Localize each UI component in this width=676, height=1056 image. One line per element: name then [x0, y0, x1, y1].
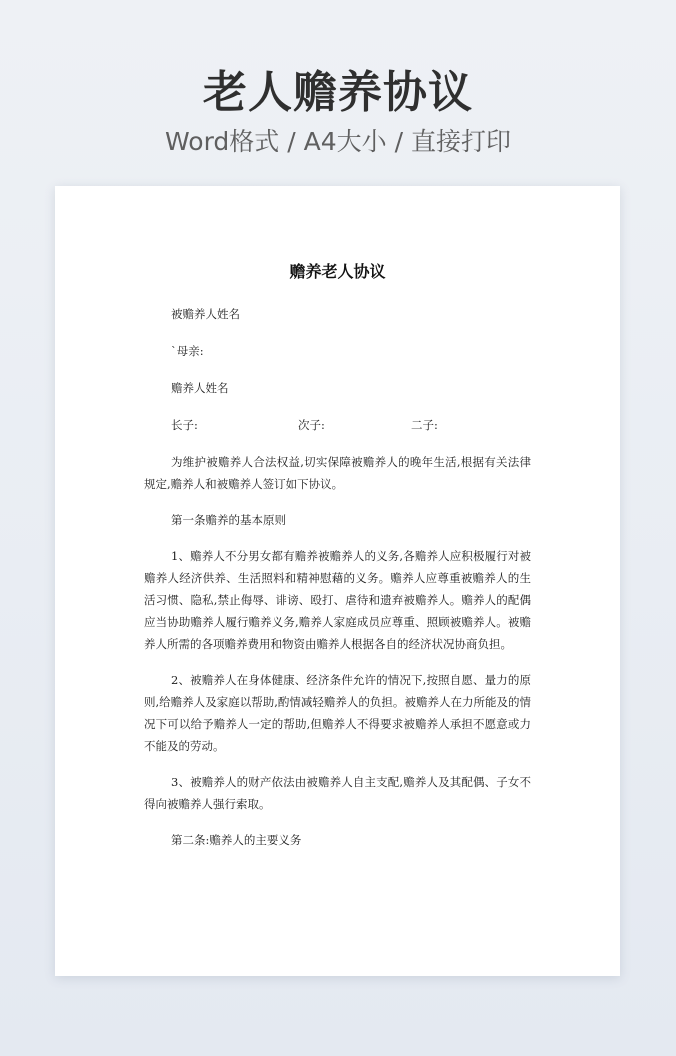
intro-paragraph: 为维护被赡养人合法权益,切实保障被赡养人的晚年生活,根据有关法律规定,赡养人和被赡养人签订如下协议。: [144, 455, 531, 491]
children-row: [144, 415, 531, 435]
section-1-heading: 第一条赡养的基本原则: [171, 513, 286, 527]
section-2-heading: 第二条:赡养人的主要义务: [171, 833, 302, 847]
eldest-son-label: 长子:: [171, 418, 198, 432]
second-son-label: 次子:: [298, 418, 325, 432]
document-page: [55, 186, 620, 976]
section-1-item-2: 2、被赡养人在身体健康、经济条件允许的情况下,按照自愿、量力的原则,给赡养人及家庭以帮助,酌情减轻赡养人的负担。被赡养人在力所能及的情况下可以给予赡养人一定的帮助,但赡养人不得要求被赡养人承担不愿意或力不能及的劳动。: [144, 673, 531, 753]
banner: [0, 64, 676, 160]
third-son-label: 二子:: [411, 418, 438, 432]
banner-title: 老人赡养协议: [203, 67, 473, 118]
banner-subtitle: Word格式 / A4大小 / 直接打印: [165, 127, 511, 156]
document-body: [144, 260, 531, 865]
field-mother: `母亲:: [171, 344, 204, 358]
section-1-item-1: 1、赡养人不分男女都有赡养被赡养人的义务,各赡养人应积极履行对被赡养人经济供养、生活照料和精神慰藉的义务。赡养人应尊重被赡养人的生活习惯、隐私,禁止侮辱、诽谤、殴打、虐待和遗弃被赡养人。赡养人的配偶应当协助赡养人履行赡养义务,赡养人家庭成员应尊重、照顾被赡养人。被赡养人所需的各项赡养费用和物资由赡养人根据各自的经济状况协商负担。: [144, 549, 531, 651]
field-supporter-name: 赡养人姓名: [171, 381, 229, 395]
document-title: 赡养老人协议: [289, 262, 386, 281]
field-elder-name: 被赡养人姓名: [171, 307, 240, 321]
section-1-item-3: 3、被赡养人的财产依法由被赡养人自主支配,赡养人及其配偶、子女不得向被赡养人强行索取。: [144, 775, 531, 811]
